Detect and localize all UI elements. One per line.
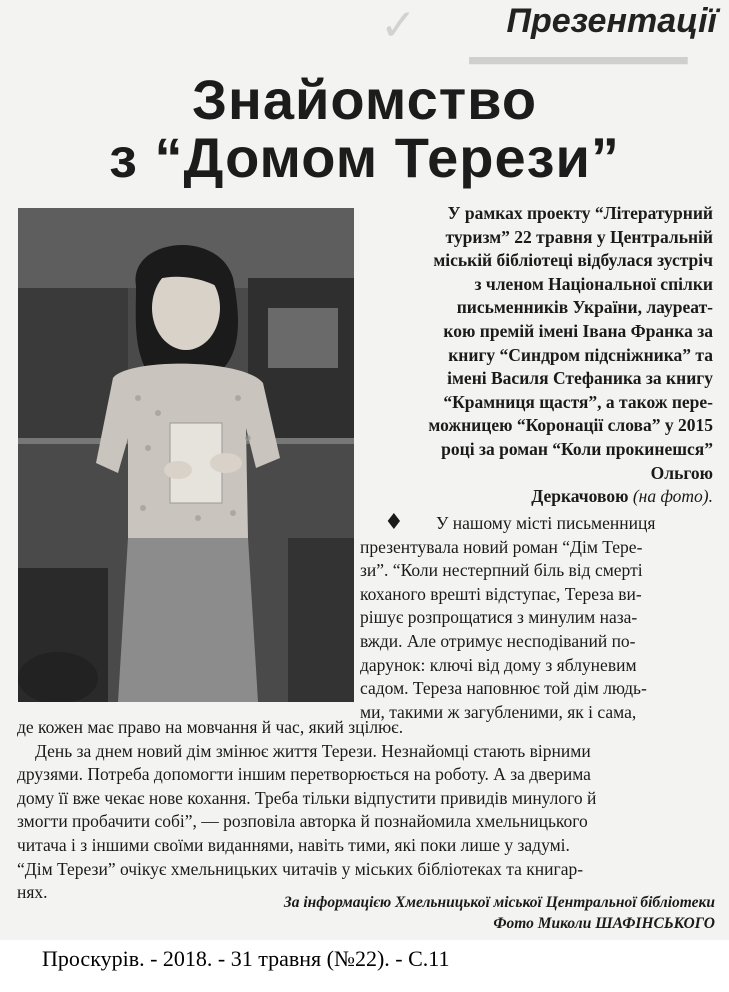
body-line: дарунок: ключі від дому з яблуневим: [360, 654, 637, 675]
lead-line: письменників України, лауреат-: [456, 297, 713, 318]
body-column-narrow: [360, 512, 713, 724]
lead-line: імені Василя Стефаника за книгу: [447, 368, 713, 389]
lead-line: У рамках проекту “Літературний: [447, 203, 713, 223]
body-line: змогти пробачити собі”, — розповіла авторка й познайомила хмельницького: [17, 811, 588, 832]
lead-line: з членом Національної спілки: [474, 273, 713, 294]
source-citation: Проскурів. - 2018. - 31 травня (№22). - С.11: [42, 946, 450, 971]
body-column-wide: [17, 716, 715, 905]
credit-photo: Фото Миколи ШАФІНСЬКОГО: [493, 914, 715, 932]
lead-line: “Крамниця щастя”, а також пере-: [443, 391, 713, 412]
body-line: У нашому місті письменниця: [436, 513, 656, 533]
body-line: рішує розпрощатися з минулим наза-: [360, 607, 638, 628]
lead-line-last: [362, 485, 713, 509]
lead-line: Ольгою: [650, 462, 713, 483]
author-name: Деркачовою: [531, 486, 629, 507]
author-photo-illustration: [18, 208, 354, 702]
body-line: нях.: [17, 882, 48, 903]
lead-line: році за роман “Коли прокинешся”: [441, 438, 713, 459]
check-mark-icon: ✓: [380, 0, 417, 51]
photo-note: (на фото).: [632, 486, 713, 507]
lead-line: туризм” 22 травня у Центральній: [445, 226, 713, 247]
lead-line: міській бібліотеці відбулася зустріч: [433, 250, 713, 271]
body-line: презентувала новий роман “Дім Тере-: [360, 536, 643, 557]
credit-source: За інформацією Хмельницької міської Центральної бібліотеки: [283, 894, 715, 911]
lead-paragraph: [362, 202, 713, 509]
lead-line: книгу “Синдром підсніжника” та: [448, 344, 713, 365]
body-line: де кожен має право на мовчання й час, який зцілює.: [17, 717, 404, 737]
diamond-bullet-icon: ♦: [384, 510, 404, 535]
body-line: День за днем новий дім змінює життя Терези. Незнайомці стають вірними: [35, 740, 591, 761]
body-line: читача і з іншими своїми виданнями, навіть тими, які поки лише у задумі.: [17, 834, 570, 855]
article-title-line-1: Знайомство: [191, 68, 538, 131]
body-line: “Дім Терези” очікує хмельницьких читачів у міських бібліотеках та книгар-: [17, 858, 584, 879]
lead-line: кою премій імені Івана Франка за: [443, 320, 713, 341]
body-line: садом. Тереза наповнює той дім людь-: [360, 678, 647, 699]
body-line: вжди. Але отримує несподіваний по-: [360, 630, 636, 651]
body-line: друзями. Потреба допомогти іншим перетворюється на роботу. А за дверима: [17, 764, 591, 785]
article-credits: [284, 893, 715, 934]
lead-line: можницею “Коронації слова” у 2015: [428, 415, 713, 436]
body-line: зи”. “Коли нестерпний біль від смерті: [360, 560, 643, 581]
section-label: Презентації: [506, 2, 717, 40]
body-line: ми, такими ж загубленими, як і сама,: [360, 701, 637, 722]
bleed-text-decoration: ━━━━━━━━━━: [470, 40, 687, 81]
body-line: дому її вже чекає нове кохання. Треба тільки відпустити привидів минулого й: [17, 787, 597, 808]
body-line: коханого врешті відступає, Тереза ви-: [360, 583, 642, 604]
author-photo: [18, 208, 354, 702]
article-title-line-2: з “Домом Терези”: [109, 126, 620, 189]
